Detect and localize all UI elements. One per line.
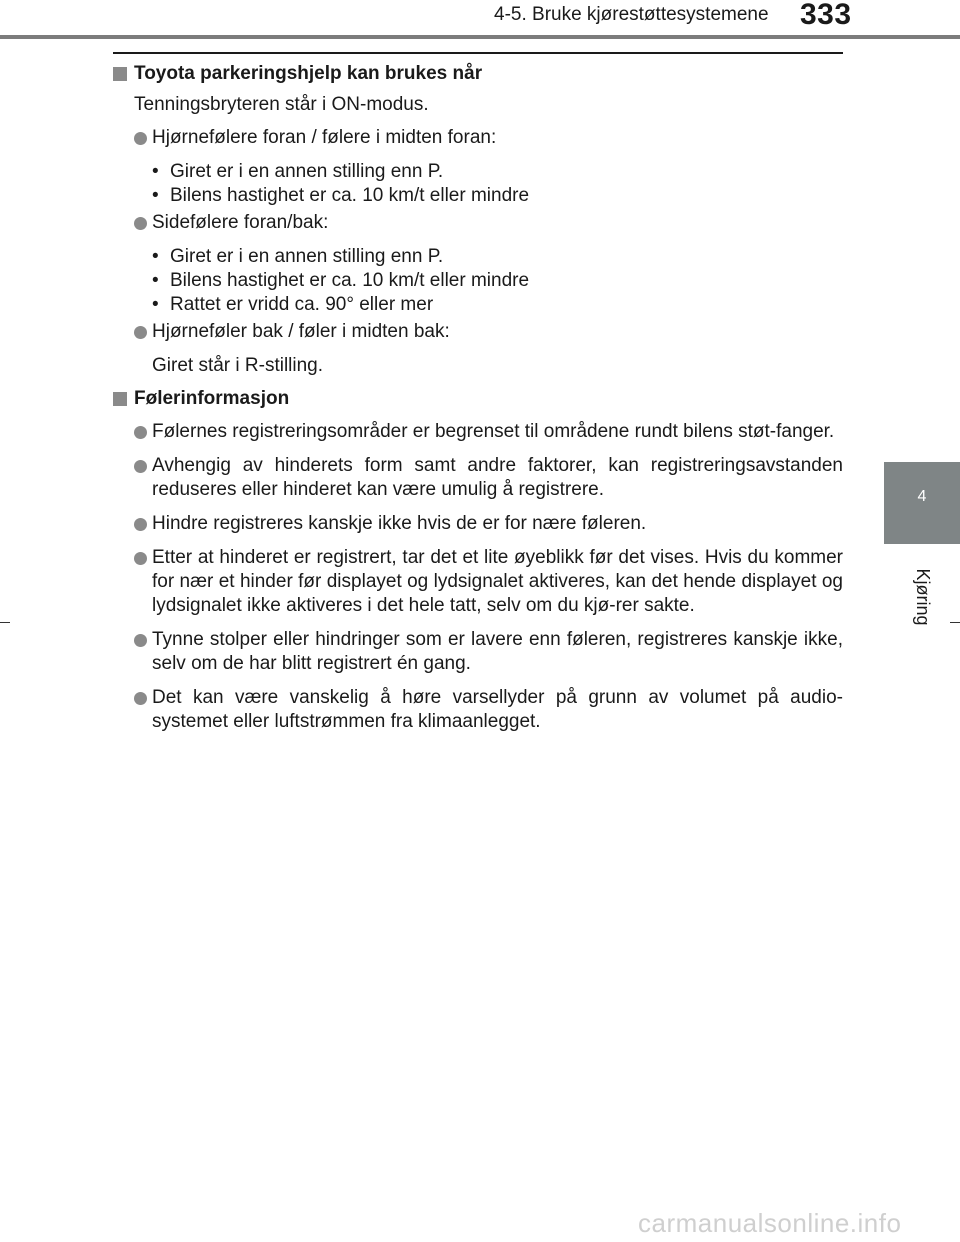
sub-item-text: Giret er i en annen stilling enn P. [170,246,444,267]
crop-mark-right [950,622,960,623]
dot-bullet-icon: • [152,185,159,206]
dot-bullet-icon: • [152,294,159,315]
list-item [113,546,843,618]
sub-item-text: Bilens hastighet er ca. 10 km/t eller mindre [170,270,530,291]
circle-bullet-icon [134,132,147,145]
list-item-text: Hjørneføler bak / føler i midten bak: [152,321,450,342]
list-item-text: Det kan være vanskelig å høre varsellyder på grunn av volumet på audio-systemet eller luftstrømmen fra klimaanlegget. [152,687,843,732]
section-heading [113,62,843,86]
crop-mark-left [0,622,10,623]
page-content [113,62,843,734]
watermark: carmanualsonline.info [638,1208,902,1238]
sub-item-text: Bilens hastighet er ca. 10 km/t eller mindre [170,185,530,206]
section-heading-text: Toyota parkeringshjelp kan brukes når [134,63,483,84]
sub-item [113,293,843,317]
circle-bullet-icon [134,552,147,565]
sub-item [113,184,843,208]
list-item [113,454,843,502]
square-bullet-icon [113,67,127,81]
section-heading-text: Følerinformasjon [134,388,290,409]
dot-bullet-icon: • [152,161,159,182]
chapter-tab [884,462,960,544]
square-bullet-icon [113,392,127,406]
circle-bullet-icon [134,518,147,531]
sub-item-text: Giret er i en annen stilling enn P. [170,161,444,182]
section-title: 4-5. Bruke kjørestøttesystemene [494,4,769,25]
header-rule [0,35,960,39]
list-item-text: Hindre registreres kanskje ikke hvis de er for nære føleren. [152,513,647,534]
list-item-text: Etter at hinderet er registrert, tar det et lite øyeblikk før det vises. Hvis du kommer for nær et hinder før displayet og lydsignalet aktiveres, kan det hende displayet og lydsignalet ikke aktiveres i det hele tatt, selv om du kjø-rer sakte. [152,547,843,616]
sub-item-text: Rattet er vridd ca. 90° eller mer [170,294,434,315]
list-item-text: Avhengig av hinderets form samt andre faktorer, kan registreringsavstanden reduseres eller hinderet kan være umulig å registrere. [152,455,843,500]
list-item [113,512,843,536]
list-item-text: Hjørnefølere foran / følere i midten foran: [152,127,497,148]
section-heading [113,387,843,411]
list-item [113,420,843,444]
sub-item [113,245,843,269]
sub-item [113,160,843,184]
chapter-name: Kjøring [913,568,933,626]
list-item [113,320,843,344]
section-intro: Tenningsbryteren står i ON-modus. [134,94,429,115]
page-number: 333 [800,0,852,31]
chapter-number: 4 [917,488,927,505]
circle-bullet-icon [134,460,147,473]
circle-bullet-icon [134,634,147,647]
list-item-note: Giret står i R-stilling. [152,355,324,376]
list-item [113,686,843,734]
circle-bullet-icon [134,326,147,339]
dot-bullet-icon: • [152,246,159,267]
list-item [113,211,843,235]
list-item [113,126,843,150]
list-item-text: Følernes registreringsområder er begrenset til områdene rundt bilens støt-fanger. [152,421,835,442]
circle-bullet-icon [134,692,147,705]
list-item-text: Sidefølere foran/bak: [152,212,329,233]
content-top-rule [113,52,843,54]
dot-bullet-icon: • [152,270,159,291]
sub-item [113,269,843,293]
list-item-text: Tynne stolper eller hindringer som er lavere enn føleren, registreres kanskje ikke, selv om de har blitt registrert én gang. [152,629,843,674]
circle-bullet-icon [134,426,147,439]
circle-bullet-icon [134,217,147,230]
list-item [113,628,843,676]
